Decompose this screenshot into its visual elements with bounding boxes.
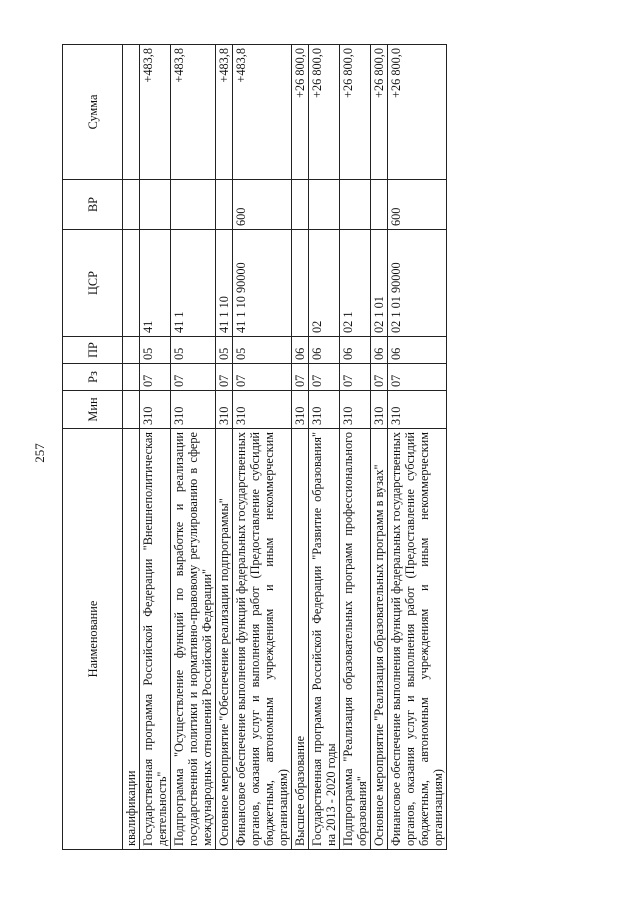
row-name: Государственная программа Российской Федерации "Развитие образования" на 2013 - 2020 годы [309, 429, 340, 850]
row-name: Подпрограмма "Реализация образовательных программ профессионального образования" [340, 429, 371, 850]
row-vr [171, 180, 216, 230]
header-pr: ПР [63, 337, 123, 364]
page-number-box [28, 434, 52, 472]
row-min: 310 [233, 391, 292, 429]
table-cell [123, 45, 140, 180]
row-vr [140, 180, 171, 230]
row-vr [292, 180, 309, 230]
row-name: Финансовое обеспечение выполнения функций федеральных государственных органов, оказания услуг и выполнения работ (Предоставление субсидий бюджетным, автономным учреждениям и иным некоммерческим организациям) [233, 429, 292, 850]
row-min: 310 [216, 391, 233, 429]
table-row [292, 45, 309, 850]
row-rz: 07 [340, 364, 371, 391]
table-row [309, 45, 340, 850]
row-sum: +483,8 [233, 45, 292, 180]
table-row [140, 45, 171, 850]
row-pr: 05 [216, 337, 233, 364]
row-sum: +26 800,0 [340, 45, 371, 180]
header-vr: ВР [63, 180, 123, 230]
row-sum: +26 800,0 [292, 45, 309, 180]
row-pr: 05 [233, 337, 292, 364]
row-rz: 07 [388, 364, 447, 391]
table-row [233, 45, 292, 850]
row-name: Высшее образование [292, 429, 309, 850]
row-min: 310 [292, 391, 309, 429]
row-vr [371, 180, 388, 230]
row-sum: +26 800,0 [309, 45, 340, 180]
header-name: Наименование [63, 429, 123, 850]
table-row [340, 45, 371, 850]
row-csr: 41 [140, 230, 171, 337]
row-rz: 07 [309, 364, 340, 391]
row-min: 310 [371, 391, 388, 429]
row-csr: 41 1 10 [216, 230, 233, 337]
row-min: 310 [388, 391, 447, 429]
row-name: Финансовое обеспечение выполнения функций федеральных государственных органов, оказания услуг и выполнения работ (Предоставление субсидий бюджетным, автономным учреждениям и иным некоммерческим организациям) [388, 429, 447, 850]
table-row [371, 45, 388, 850]
header-min: Мин [63, 391, 123, 429]
row-pr: 05 [171, 337, 216, 364]
row-csr [292, 230, 309, 337]
row-rz: 07 [233, 364, 292, 391]
row-vr [216, 180, 233, 230]
row-min: 310 [140, 391, 171, 429]
row-name: Основное мероприятие "Обеспечение реализации подпрограммы" [216, 429, 233, 850]
table-cell [123, 337, 140, 364]
row-min: 310 [309, 391, 340, 429]
row-pr: 06 [292, 337, 309, 364]
row-sum: +483,8 [216, 45, 233, 180]
row-rz: 07 [171, 364, 216, 391]
table-cell [123, 391, 140, 429]
continuation-text: квалификации [123, 429, 140, 850]
row-pr: 06 [340, 337, 371, 364]
continuation-row [123, 45, 140, 850]
row-vr [340, 180, 371, 230]
row-rz: 07 [216, 364, 233, 391]
header-csr: ЦСР [63, 230, 123, 337]
row-min: 310 [171, 391, 216, 429]
rotated-page [62, 45, 592, 850]
row-name: Основное мероприятие "Реализация образовательных программ в вузах" [371, 429, 388, 850]
table-row [216, 45, 233, 850]
row-sum: +483,8 [140, 45, 171, 180]
row-sum: +26 800,0 [371, 45, 388, 180]
table-cell [123, 180, 140, 230]
row-csr: 02 1 01 [371, 230, 388, 337]
table-cell [123, 230, 140, 337]
row-sum: +483,8 [171, 45, 216, 180]
row-csr: 02 1 [340, 230, 371, 337]
row-vr: 600 [233, 180, 292, 230]
table-row [388, 45, 447, 850]
row-csr: 41 1 10 90000 [233, 230, 292, 337]
row-csr: 02 1 01 90000 [388, 230, 447, 337]
page-number: 257 [32, 443, 47, 463]
row-name: Подпрограмма "Осуществление функций по выработке и реализации государственной политики и нормативно-правовому регулированию в сфере международных отношений Российской Федерации" [171, 429, 216, 850]
row-pr: 06 [388, 337, 447, 364]
table-row [171, 45, 216, 850]
row-rz: 07 [371, 364, 388, 391]
row-pr: 05 [140, 337, 171, 364]
row-vr: 600 [388, 180, 447, 230]
header-sum: Сумма [63, 45, 123, 180]
row-csr: 02 [309, 230, 340, 337]
table-header-row [63, 45, 123, 850]
row-rz: 07 [140, 364, 171, 391]
header-rz: Рз [63, 364, 123, 391]
row-pr: 06 [371, 337, 388, 364]
row-min: 310 [340, 391, 371, 429]
row-pr: 06 [309, 337, 340, 364]
row-name: Государственная программа Российской Федерации "Внешнеполитическая деятельность" [140, 429, 171, 850]
row-vr [309, 180, 340, 230]
table-cell [123, 364, 140, 391]
row-rz: 07 [292, 364, 309, 391]
row-sum: +26 800,0 [388, 45, 447, 180]
row-csr: 41 1 [171, 230, 216, 337]
budget-table [62, 44, 447, 850]
